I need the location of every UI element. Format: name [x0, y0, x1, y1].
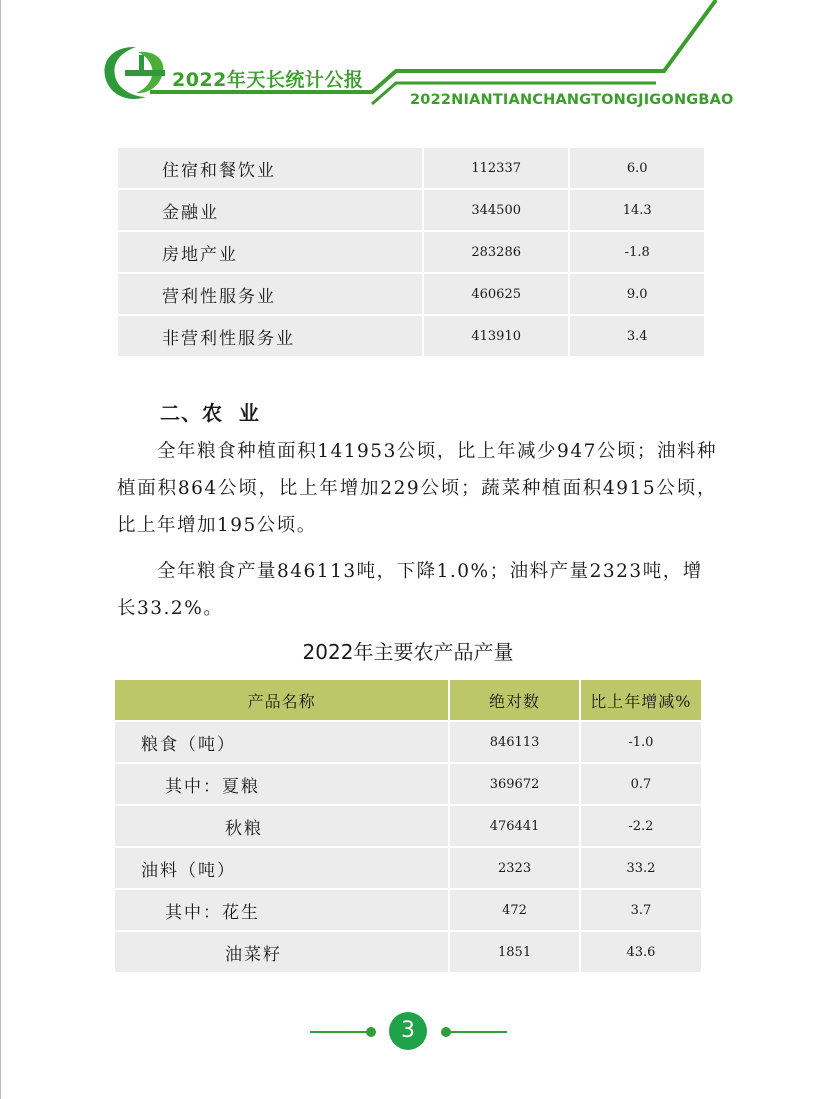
industry-change: -1.8 [570, 232, 704, 274]
paragraph-text: 全年粮食产量846113吨，下降1.0%；油料产量2323吨，增长33.2%。 [117, 561, 703, 619]
product-value: 369672 [450, 764, 581, 806]
industry-name: 营利性服务业 [118, 274, 424, 316]
table-row [115, 806, 701, 848]
product-value: 1851 [450, 932, 581, 974]
table-row [115, 764, 701, 806]
paragraph-output [117, 553, 717, 627]
industry-name: 房地产业 [118, 232, 424, 274]
industry-value: 344500 [424, 190, 571, 232]
product-name: 其中：花生 [115, 890, 450, 932]
product-value: 476441 [450, 806, 581, 848]
header-banner [0, 0, 816, 130]
table-row [115, 848, 701, 890]
table-row [118, 316, 704, 358]
table-row [115, 890, 701, 932]
table-title: 2022年主要农产品产量 [302, 640, 514, 664]
column-header-product: 产品名称 [115, 680, 450, 722]
product-change: 43.6 [581, 932, 701, 974]
page-edge [0, 0, 1, 1099]
product-name: 油料（吨） [115, 848, 450, 890]
header-subtitle: 2022NIANTIANCHANGTONGJIGONGBAO [410, 92, 734, 108]
agri-products-table [115, 680, 701, 974]
product-name: 粮食（吨） [115, 722, 450, 764]
table-row [115, 722, 701, 764]
industry-name: 住宿和餐饮业 [118, 148, 424, 190]
industry-value: 460625 [424, 274, 571, 316]
product-value: 472 [450, 890, 581, 932]
product-change: 3.7 [581, 890, 701, 932]
product-change: -2.2 [581, 806, 701, 848]
industry-change: 6.0 [570, 148, 704, 190]
industry-value: 283286 [424, 232, 571, 274]
industry-table [118, 148, 704, 358]
industry-value: 413910 [424, 316, 571, 358]
product-value: 2323 [450, 848, 581, 890]
industry-change: 3.4 [570, 316, 704, 358]
table-row [118, 232, 704, 274]
product-change: -1.0 [581, 722, 701, 764]
industry-change: 9.0 [570, 274, 704, 316]
column-header-value: 绝对数 [450, 680, 581, 722]
footer-dot-left [366, 1027, 376, 1037]
product-change: 0.7 [581, 764, 701, 806]
table-row [115, 932, 701, 974]
footer-line-right [447, 1031, 507, 1033]
industry-change: 14.3 [570, 190, 704, 232]
page-number: 3 [389, 1012, 427, 1050]
paragraph-planting-area [117, 433, 717, 544]
product-name: 其中：夏粮 [115, 764, 450, 806]
table-row [118, 148, 704, 190]
product-name: 油菜籽 [115, 932, 450, 974]
product-change: 33.2 [581, 848, 701, 890]
footer-line-left [310, 1031, 374, 1033]
table-row [118, 274, 704, 316]
table-header-row [115, 680, 701, 722]
product-value: 846113 [450, 722, 581, 764]
paragraph-text: 全年粮食种植面积141953公顷，比上年减少947公顷；油料种植面积864公顷，比上年增加229公顷；蔬菜种植面积4915公顷，比上年增加195公顷。 [117, 441, 717, 536]
industry-value: 112337 [424, 148, 571, 190]
industry-name: 非营利性服务业 [118, 316, 424, 358]
section-heading: 二、农 业 [160, 401, 260, 425]
table-row [118, 190, 704, 232]
header-title: 2022年天长统计公报 [172, 69, 364, 91]
industry-name: 金融业 [118, 190, 424, 232]
column-header-change: 比上年增减% [581, 680, 701, 722]
product-name: 秋粮 [115, 806, 450, 848]
